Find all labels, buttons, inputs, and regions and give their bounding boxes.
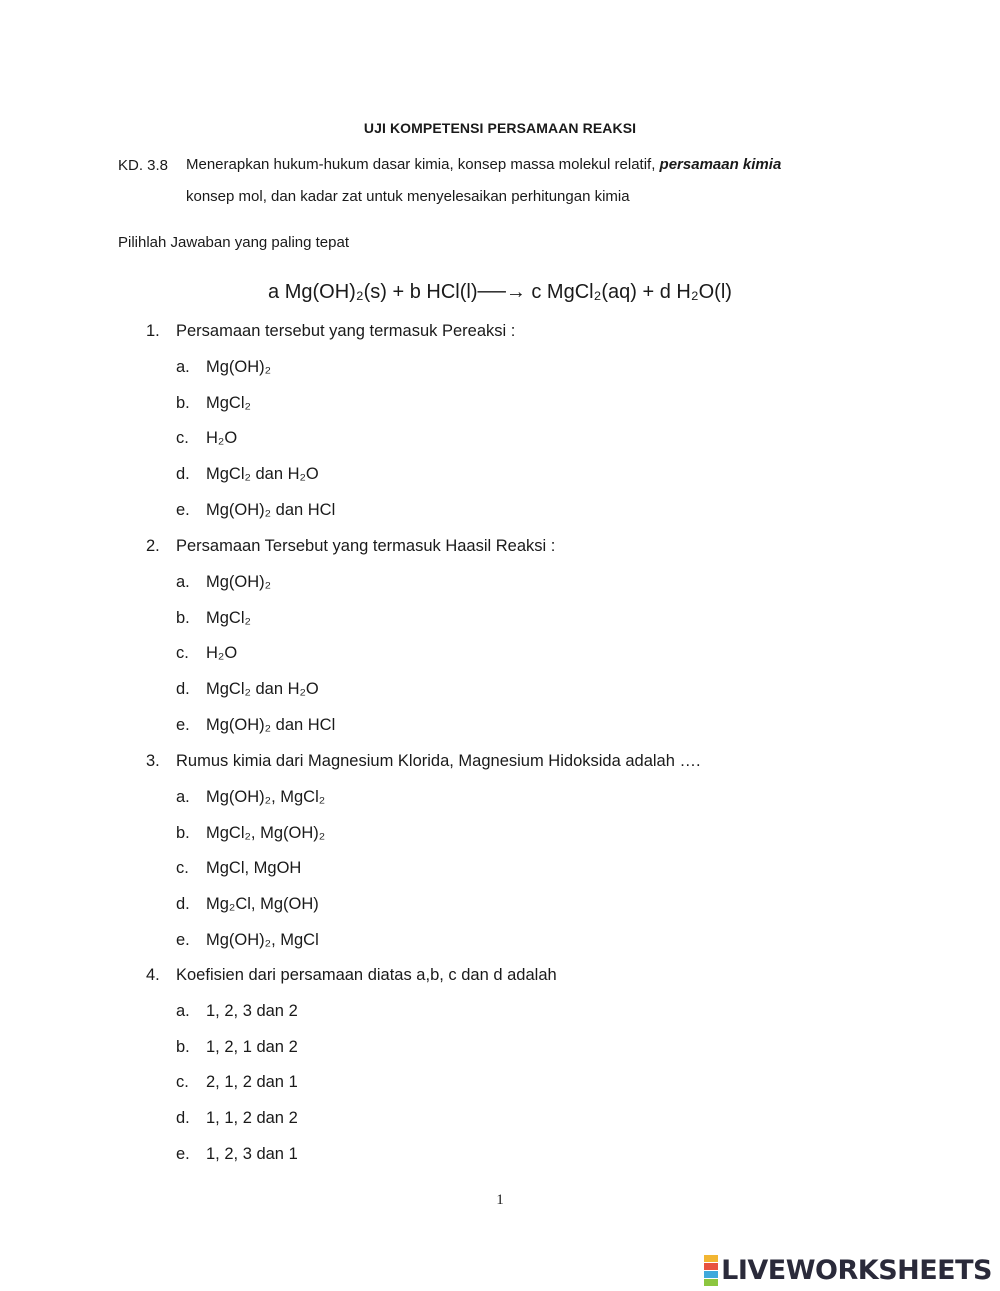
worksheet-title: UJI KOMPETENSI PERSAMAAN REAKSI — [363, 120, 637, 136]
answer-option[interactable] — [176, 644, 237, 663]
option-text: MgCl₂ dan H₂O — [206, 465, 319, 484]
question-4 — [146, 966, 557, 985]
option-letter: b. — [176, 393, 190, 412]
question-number: 4. — [146, 966, 160, 984]
option-text: 2, 1, 2 dan 1 — [206, 1073, 298, 1092]
question-number: 2. — [146, 537, 160, 555]
option-letter: c. — [176, 429, 189, 448]
answer-option[interactable] — [176, 358, 271, 377]
option-letter: e. — [176, 501, 190, 519]
question-text: Koefisien dari persamaan diatas a,b, c dan d adalah — [176, 966, 557, 984]
answer-option[interactable] — [176, 680, 319, 699]
option-text: MgCl₂ — [206, 393, 251, 412]
answer-option[interactable] — [176, 824, 325, 843]
option-text: Mg(OH)₂ dan HCl — [206, 716, 336, 734]
option-text: Mg(OH)₂ dan HCl — [206, 501, 336, 519]
option-text: MgCl₂ dan H₂O — [206, 680, 319, 699]
option-letter: a. — [176, 572, 190, 591]
option-letter: c. — [176, 1073, 189, 1092]
question-text: Persamaan tersebut yang termasuk Pereaksi : — [176, 322, 516, 340]
option-text: 1, 2, 3 dan 1 — [206, 1145, 298, 1163]
option-text: H₂O — [206, 429, 238, 448]
answer-option[interactable] — [176, 1145, 298, 1164]
option-letter: d. — [176, 680, 190, 699]
option-letter: c. — [176, 644, 189, 663]
question-number: 1. — [146, 322, 160, 340]
answer-option[interactable] — [176, 1002, 298, 1021]
answer-option[interactable] — [176, 716, 335, 735]
option-text: MgCl, MgOH — [206, 859, 302, 878]
answer-option[interactable] — [176, 895, 319, 914]
answer-option[interactable] — [176, 788, 325, 807]
option-letter: b. — [176, 1037, 190, 1056]
option-text: Mg(OH)₂, MgCl₂ — [206, 787, 326, 806]
option-text: H₂O — [206, 644, 238, 663]
option-text: MgCl₂ — [206, 608, 251, 627]
option-text: 1, 2, 3 dan 2 — [206, 1001, 298, 1020]
reaction-equation: a Mg(OH)₂(s) + b HCl(l)──→ c MgCl₂(aq) + d H₂O(l) — [268, 281, 732, 303]
answer-option[interactable] — [176, 859, 301, 878]
answer-option[interactable] — [176, 465, 319, 484]
option-letter: e. — [176, 716, 190, 734]
answer-option[interactable] — [176, 573, 271, 592]
answer-option[interactable] — [176, 931, 319, 950]
option-letter: c. — [176, 859, 189, 878]
option-letter: d. — [176, 1109, 190, 1128]
option-letter: d. — [176, 465, 190, 484]
logo-block — [704, 1279, 718, 1286]
instruction: Pilihlah Jawaban yang paling tepat — [118, 234, 349, 251]
question-text: Rumus kimia dari Magnesium Klorida, Magnesium Hidoksida adalah …. — [176, 752, 701, 770]
option-text: Mg(OH)₂ — [206, 357, 272, 376]
answer-option[interactable] — [176, 1073, 298, 1092]
answer-option[interactable] — [176, 501, 335, 520]
question-number: 3. — [146, 752, 160, 770]
option-text: 1, 2, 1 dan 2 — [206, 1037, 298, 1056]
option-letter: e. — [176, 931, 190, 949]
liveworksheets-logo — [704, 1252, 992, 1288]
option-text: Mg(OH)₂, MgCl — [206, 931, 319, 949]
option-letter: e. — [176, 1145, 190, 1163]
answer-option[interactable] — [176, 609, 251, 628]
logo-text: LIVEWORKSHEETS — [721, 1254, 992, 1286]
page-number: 1 — [496, 1192, 504, 1208]
answer-option[interactable] — [176, 394, 251, 413]
option-letter: b. — [176, 608, 190, 627]
option-letter: b. — [176, 823, 190, 842]
kd-label: KD. 3.8 — [118, 157, 169, 174]
option-text: MgCl₂, Mg(OH)₂ — [206, 823, 326, 842]
option-letter: a. — [176, 1001, 190, 1020]
logo-block — [704, 1271, 718, 1278]
logo-blocks-icon — [704, 1255, 718, 1286]
answer-option[interactable] — [176, 429, 237, 448]
logo-block — [704, 1263, 718, 1270]
question-text: Persamaan Tersebut yang termasuk Haasil Reaksi : — [176, 537, 556, 555]
option-letter: a. — [176, 357, 190, 376]
kd-description — [186, 157, 886, 205]
question-2 — [146, 537, 555, 556]
answer-option[interactable] — [176, 1038, 298, 1057]
kd-line-2: konsep mol, dan kadar zat untuk menyelesaikan perhitungan kimia — [186, 188, 630, 205]
option-text: Mg(OH)₂ — [206, 572, 272, 591]
option-letter: a. — [176, 787, 190, 806]
kd-line-1 — [186, 157, 886, 173]
option-letter: d. — [176, 895, 190, 914]
kd-line-1-text: Menerapkan hukum-hukum dasar kimia, konsep massa molekul relatif, — [186, 156, 660, 173]
kd-line-1-emphasis: persamaan kimia — [659, 156, 782, 173]
question-3 — [146, 752, 701, 771]
option-text: Mg₂Cl, Mg(OH) — [206, 895, 319, 914]
logo-block — [704, 1255, 718, 1262]
answer-option[interactable] — [176, 1109, 298, 1128]
option-text: 1, 1, 2 dan 2 — [206, 1109, 298, 1128]
question-1 — [146, 322, 515, 341]
